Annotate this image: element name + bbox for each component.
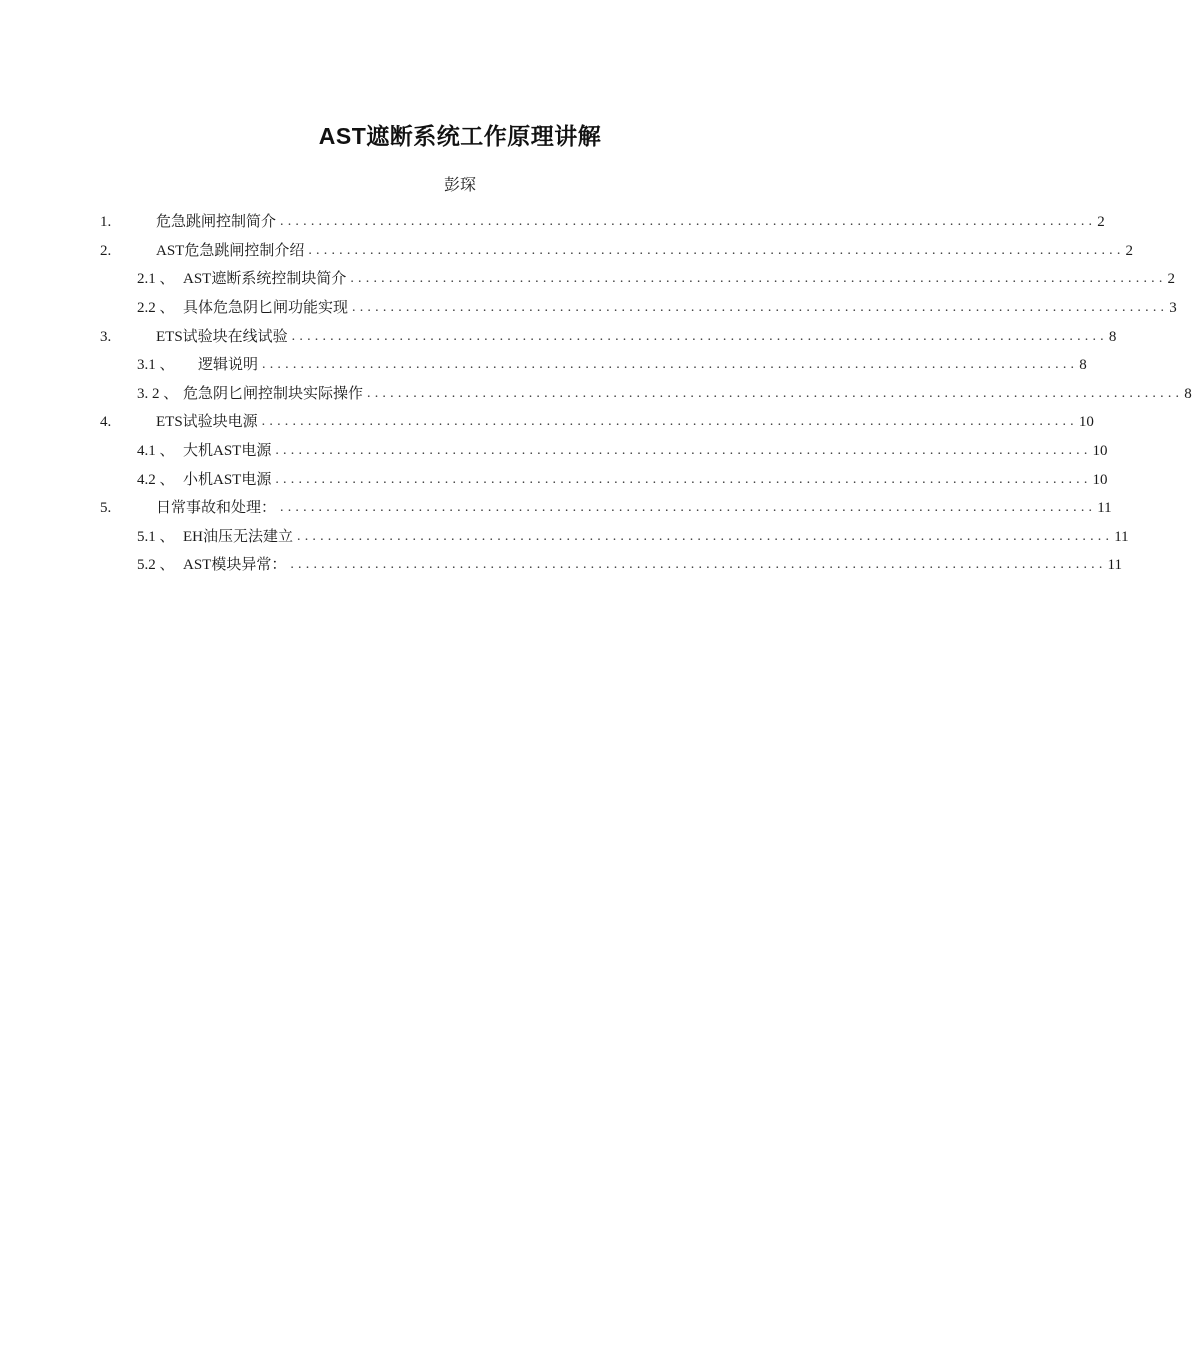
toc-entry-number: 2.	[100, 242, 112, 259]
toc-entry-number: 3.1 、	[137, 357, 175, 374]
toc-entry-title: 危急跳闸控制简介	[156, 214, 277, 231]
toc-entry[interactable]	[100, 351, 1087, 380]
toc-entry-page: 11	[1114, 528, 1129, 545]
toc-entry[interactable]	[100, 551, 1122, 580]
toc-entry-page: 2	[1097, 214, 1105, 231]
toc-dot-leader: ..........................................................................................................	[352, 300, 1169, 316]
toc-entry[interactable]	[100, 294, 1177, 323]
toc-entry-number: 2.1 、	[137, 271, 175, 288]
toc-entry-page: 2	[1125, 242, 1134, 259]
toc-entry-page: 8	[1108, 328, 1117, 345]
toc-entry-page: 2	[1167, 271, 1176, 288]
toc-entry[interactable]	[100, 322, 1117, 351]
toc-dot-leader: ..........................................................................................................	[367, 385, 1184, 401]
toc-entry-number: 5.1 、	[137, 528, 175, 545]
toc-entry-title: 逻辑说明	[183, 357, 259, 374]
toc-entry-number: 3.	[100, 328, 112, 345]
toc-entry-number: 5.	[100, 500, 112, 517]
toc-dot-leader: ..........................................................................................................	[275, 471, 1092, 487]
toc-entry-title: EH油压无法建立	[183, 528, 293, 545]
toc-entry-title: AST模块异常：	[183, 557, 287, 574]
toc-entry-page: 11	[1097, 500, 1112, 517]
toc-entry[interactable]	[100, 437, 1108, 466]
toc-entry[interactable]	[100, 380, 1192, 409]
toc-entry[interactable]	[100, 494, 1112, 523]
toc-entry-title: 危急阴匕闸控制块实际操作	[183, 385, 364, 402]
toc-dot-leader: ..........................................................................................................	[275, 443, 1092, 459]
toc-entry[interactable]	[100, 208, 1105, 237]
toc-entry-number: 4.	[100, 414, 112, 431]
toc-entry-title: AST危急跳闸控制介绍	[156, 242, 305, 259]
toc-entry[interactable]	[100, 265, 1176, 294]
toc-entry-page: 10	[1078, 414, 1094, 431]
toc-dot-leader: ..........................................................................................................	[290, 557, 1107, 573]
toc-entry-number: 4.1 、	[137, 443, 175, 460]
toc-entry[interactable]	[100, 408, 1094, 437]
toc-dot-leader: ..........................................................................................................	[262, 357, 1079, 373]
toc-entry[interactable]	[100, 465, 1108, 494]
document-author: 彭琛	[443, 177, 476, 194]
toc-dot-leader: ..........................................................................................................	[308, 242, 1125, 258]
toc-entry-page: 11	[1107, 557, 1122, 574]
toc-dot-leader: ..........................................................................................................	[280, 500, 1097, 516]
toc-entry-number: 2.2 、	[137, 300, 175, 317]
table-of-contents	[100, 208, 1192, 580]
document-title: AST遮断系统工作原理讲解	[318, 123, 602, 149]
toc-entry-page: 8	[1184, 385, 1192, 402]
toc-entry-title: AST遮断系统控制块简介	[183, 271, 347, 288]
toc-entry-title: ETS试验块在线试验	[156, 328, 288, 345]
toc-entry-number: 4.2 、	[137, 471, 175, 488]
toc-dot-leader: ..........................................................................................................	[280, 214, 1097, 230]
toc-entry-title: 日常事故和处理：	[156, 500, 277, 517]
toc-entry-title: 大机AST电源	[183, 443, 272, 460]
toc-entry-page: 3	[1169, 300, 1177, 317]
toc-entry-title: 小机AST电源	[183, 471, 272, 488]
toc-entry[interactable]	[100, 523, 1129, 552]
toc-dot-leader: ..........................................................................................................	[291, 328, 1108, 344]
toc-dot-leader: ..........................................................................................................	[297, 528, 1114, 544]
toc-entry-page: 8	[1079, 357, 1087, 374]
toc-entry-page: 10	[1092, 471, 1108, 488]
toc-entry-page: 10	[1092, 443, 1108, 460]
toc-dot-leader: ..........................................................................................................	[261, 414, 1078, 430]
toc-dot-leader: ..........................................................................................................	[350, 271, 1167, 287]
toc-entry-number: 1.	[100, 214, 112, 231]
toc-entry-number: 3. 2 、	[137, 385, 179, 402]
toc-entry-title: ETS试验块电源	[156, 414, 258, 431]
toc-entry-number: 5.2 、	[137, 557, 175, 574]
toc-entry-title: 具体危急阴匕闸功能实现	[183, 300, 349, 317]
toc-entry[interactable]	[100, 237, 1134, 266]
